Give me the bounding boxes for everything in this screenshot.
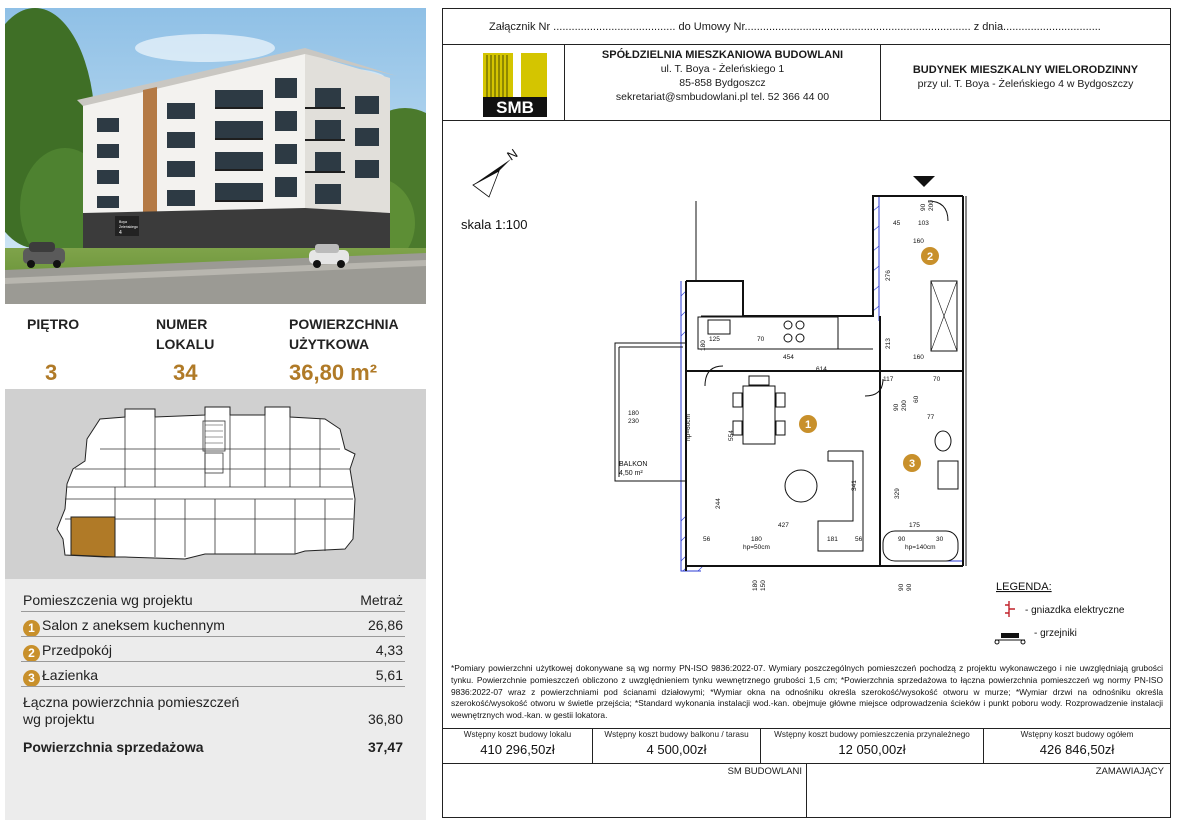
dimension-label: 181 xyxy=(827,536,838,543)
dimension-label: 30 xyxy=(936,536,944,543)
scale-label: skala 1:100 xyxy=(461,217,528,232)
dimension-label: 117 xyxy=(883,376,894,383)
room-list-header-label: Pomieszczenia wg projektu xyxy=(23,592,193,608)
cooperative-name: SPÓŁDZIELNIA MIESZKANIOWA BUDOWLANI xyxy=(601,49,844,61)
dimension-label: 614 xyxy=(816,366,827,373)
radiator-icon xyxy=(995,633,1025,644)
legend-title: LEGENDA: xyxy=(996,581,1052,593)
dimension-label: 180 xyxy=(628,410,639,417)
dimension-label: 90 xyxy=(906,583,913,591)
cost-cell xyxy=(593,729,761,763)
building-address: przy ul. T. Boya - Żeleńskiego 4 w Bydgoszczy xyxy=(917,78,1134,90)
document-header xyxy=(443,45,1170,121)
dimension-label: 90 xyxy=(898,583,905,591)
room-number-2-label: 2 xyxy=(926,251,934,263)
dimension-label: 70 xyxy=(933,376,941,383)
cooperative-city: 85-858 Bydgoszcz xyxy=(679,77,766,89)
dimension-label: 70 xyxy=(757,336,765,343)
total-area-row xyxy=(23,694,403,728)
entrance-sign-line-2: Żeleńskiego xyxy=(119,225,138,229)
room-number-badge: 2 xyxy=(23,645,40,662)
dimension-label: 90 xyxy=(920,203,927,211)
dimension-label: 244 xyxy=(715,498,722,509)
dimension-label: 213 xyxy=(885,338,892,349)
usable-area-value: 36,80 m² xyxy=(289,360,378,385)
dimension-label: 150 xyxy=(760,580,767,591)
north-label: N xyxy=(504,145,521,164)
room-area: 26,86 xyxy=(367,617,403,633)
unit-number-value: 34 xyxy=(173,360,198,385)
usable-area-label-line-1: POWIERZCHNIA xyxy=(289,316,399,332)
divider xyxy=(21,661,405,662)
dimension-label: 90 xyxy=(893,403,900,411)
apartment-summary-panel xyxy=(5,8,426,820)
total-area-label-line-2: wg projektu xyxy=(23,711,95,727)
room-list-header-value: Metraż xyxy=(360,592,403,608)
dimension-label: 341 xyxy=(851,480,858,491)
sale-area-row xyxy=(23,739,403,755)
dimension-label: 276 xyxy=(885,270,892,281)
electric-socket-icon xyxy=(1005,601,1015,617)
dimension-label: 180 xyxy=(751,536,762,543)
entrance-sign-number: 4 xyxy=(119,230,122,236)
apartment-floor-plan xyxy=(443,121,1170,661)
total-area-label-line-1: Łączna powierzchnia pomieszczeń xyxy=(23,694,240,710)
room-number-3-label: 3 xyxy=(908,458,916,470)
dimension-label: 56 xyxy=(855,536,863,543)
dimension-label: 160 xyxy=(913,354,924,361)
cost-value: 4 500,00zł xyxy=(646,742,707,757)
dimension-label: 427 xyxy=(778,522,789,529)
dimension-label: 230 xyxy=(628,418,639,425)
building-photo xyxy=(5,8,426,304)
divider xyxy=(21,636,405,637)
cost-label: Wstępny koszt budowy balkonu / tarasu xyxy=(604,730,749,739)
dimension-label: 200 xyxy=(901,400,908,411)
building-title: BUDYNEK MIESZKALNY WIELORODZINNY xyxy=(912,64,1139,76)
north-arrow-icon xyxy=(473,146,520,197)
cost-table xyxy=(443,728,1170,764)
unit-number-label-line-2: LOKALU xyxy=(156,336,215,352)
usable-area-label xyxy=(289,314,399,354)
floor-value: 3 xyxy=(45,360,58,385)
signature-area xyxy=(443,764,1170,818)
cost-label: Wstępny koszt budowy pomieszczenia przynależnego xyxy=(774,730,970,739)
room-item xyxy=(23,667,403,687)
dimension-label: 180 xyxy=(752,580,759,591)
dimension-label: 125 xyxy=(709,336,720,343)
room-name: Przedpokój xyxy=(42,642,113,658)
building-info xyxy=(881,45,1170,121)
dimension-label: 45 xyxy=(893,220,901,227)
annex-line: Załącznik Nr ........................................ do Umowy Nr.......................................................................... z dnia................................ xyxy=(443,9,1170,45)
cost-value: 426 846,50zł xyxy=(1039,742,1115,757)
cost-cell xyxy=(761,729,984,763)
usable-area-label-line-2: UŻYTKOWA xyxy=(289,336,370,352)
dimension-label: 454 xyxy=(783,354,794,361)
balcony-area: 4,50 m² xyxy=(619,470,643,477)
dimension-label: hp=50cm xyxy=(743,544,770,551)
room-list xyxy=(5,579,426,820)
dimension-label: 60 xyxy=(913,395,920,403)
cooperative-street: ul. T. Boya - Żeleńskiego 1 xyxy=(660,63,785,75)
floor-label: PIĘTRO xyxy=(27,316,80,332)
entrance-sign-line-1: Boya xyxy=(119,220,127,224)
balcony-label: BALKON xyxy=(619,461,648,468)
sale-area-value: 37,47 xyxy=(367,739,403,755)
room-number-badge: 1 xyxy=(23,620,40,637)
dimension-label: 103 xyxy=(918,220,929,227)
room-item xyxy=(23,617,403,637)
notes-text: *Pomiary powierzchni użytkowej dokonywane są wg normy PN-ISO 9836:2022-07. Wymiary poszczególnych pomieszczeń pochodzą z projektu wykonawczego i nie uwzględniają grubości tynku. Powierzchnie pomieszczeń obliczono z uwzględnieniem tynku wewnętrznego grubości 1,5 cm; *Powierzchnia sprzedażowa to łączna powierzchnia pomieszczeń wg normy PN-ISO 9836:2022-07 wraz z powierzchniami pod ścianami działowymi; *Wymiar okna na odnośniku określa szerokość/wysokość otworu w murze; *Wymiar drzwi na odnośniku określa szerokość/wysokość otworu w świetle przejścia; *Standard wykonania instalacji wod.-kan. obejmuje główne miejsce odprowadzenia ścieków i punkt poboru wody. Rozprowadzenie instalacji wewnętrznych wod.-kan. w gestii lokatora. xyxy=(451,663,1163,721)
dimension-label: 90 xyxy=(898,536,906,543)
dimension-label: 180 xyxy=(700,340,707,351)
highlighted-unit xyxy=(71,517,115,557)
dimension-label: 175 xyxy=(909,522,920,529)
cooperative-info xyxy=(565,45,881,121)
room-area: 4,33 xyxy=(375,642,403,658)
room-area: 5,61 xyxy=(375,667,403,683)
room-number-badge: 3 xyxy=(23,670,40,687)
unit-number-label-line-1: NUMER xyxy=(156,316,208,332)
cost-label: Wstępny koszt budowy lokalu xyxy=(463,730,572,739)
dimension-label: hp=60cm xyxy=(685,414,692,441)
cost-label: Wstępny koszt budowy ogółem xyxy=(1020,730,1134,739)
room-list-header xyxy=(23,592,403,608)
cooperative-contact: sekretariat@smbudowlani.pl tel. 52 366 44 00 xyxy=(615,91,830,103)
cost-value: 410 296,50zł xyxy=(480,742,555,757)
logo-text: SMB xyxy=(496,98,534,117)
cost-value: 12 050,00zł xyxy=(838,742,906,757)
cost-cell xyxy=(443,729,593,763)
floor-plan-document xyxy=(442,8,1171,818)
room-number-2 xyxy=(921,247,939,265)
dimension-label: 329 xyxy=(894,488,901,499)
sale-area-label: Powierzchnia sprzedażowa xyxy=(23,739,204,755)
dimension-label: 554 xyxy=(728,430,735,441)
unit-number-label xyxy=(156,314,214,354)
room-number-3 xyxy=(903,454,921,472)
room-number-1 xyxy=(799,415,817,433)
dimension-label: 56 xyxy=(703,536,711,543)
signature-customer: ZAMAWIAJĄCY xyxy=(1095,766,1164,777)
cost-cell xyxy=(984,729,1170,763)
floor-key-plan xyxy=(5,389,426,579)
total-area-value: 36,80 xyxy=(367,711,403,727)
room-item xyxy=(23,642,403,662)
legend-socket-label: - gniazdka elektryczne xyxy=(1025,605,1125,616)
smb-logo xyxy=(443,45,565,121)
dimension-label: hp=140cm xyxy=(905,544,936,551)
divider xyxy=(21,611,405,612)
dimension-label: 160 xyxy=(913,238,924,245)
legend-heater-label: - grzejniki xyxy=(1034,628,1077,639)
room-name: Łazienka xyxy=(42,667,99,683)
dimension-label: 200 xyxy=(928,200,935,211)
dimension-label: 77 xyxy=(927,414,935,421)
divider xyxy=(21,686,405,687)
room-name: Salon z aneksem kuchennym xyxy=(42,617,225,633)
apartment-stats xyxy=(5,310,426,394)
signature-cooperative: SM BUDOWLANI xyxy=(443,764,807,818)
room-number-1-label: 1 xyxy=(804,419,812,431)
